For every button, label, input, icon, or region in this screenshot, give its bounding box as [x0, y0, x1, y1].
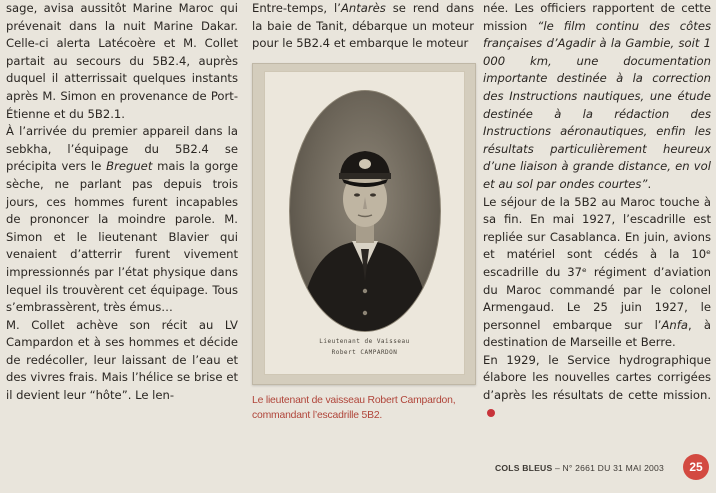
photo-card-rank: Lieutenant de Vaisseau — [319, 338, 410, 345]
photo-caption: Le lieutenant de vaisseau Robert Campardon, commandant l’escadrille 5B2. — [252, 395, 456, 421]
paragraph — [483, 194, 711, 352]
italic-quote: “le film continu des côtes françaises d’Agadir à la Gambie, soit 1 000 km, une documentation importante destinée à la correction des Instructions nautiques, une étude destinée à la rédaction des Instructions aéronautiques, enfin les résultats particulièrement heureux d’une liaison à grande distance, en vol et au sol par ondes courtes” — [483, 18, 711, 191]
photo-card-name: Robert CAMPARDON — [331, 349, 398, 356]
text-run: En 1929, le Service hydrographique élabore les nouvelles cartes corrigées d’après les résultats de cette mission. — [483, 352, 711, 403]
portrait-oval — [289, 90, 441, 332]
text-run: Le séjour de la 5B2 au Maroc touche à sa fin. En mai 1927, l’escadrille est repliée sur Casablanca. En juin, avions et matériel sont cédés à la 10ᵉ escadrille du 37ᵉ régiment d’aviation du Maroc commandé par le colonel Armengaud. Le 25 juin 1927, le personnel embarque sur l’ — [483, 194, 711, 332]
article-column-1 — [6, 0, 238, 405]
page-number-badge: 25 — [683, 454, 709, 480]
italic-ship-name: Anfa — [661, 317, 688, 332]
page-footer — [495, 463, 664, 473]
italic-ship-name: Antarès — [340, 1, 386, 15]
text-run: Entre-temps, l’ — [252, 1, 341, 15]
article-column-2 — [252, 0, 474, 53]
photo-card — [264, 71, 465, 375]
text-run: se rend dans la baie de Tanit, débarque un moteur pour le 5B2.4 et embarque le moteur — [252, 1, 474, 51]
paragraph — [252, 0, 474, 53]
officer-portrait-image — [290, 91, 440, 331]
article-column-3 — [483, 0, 711, 422]
text-run: mais la gorge sèche, ne parlant pas depuis trois jours, ces hommes furent incapables de prononcer la moindre parole. M. Simon et le lieutenant Blavier qui venaient d’atterrir furent vivement impressionnés par l’état physique dans lequel ils trouvèrent cet équipage. Tous s’embrassèrent, très émus… — [6, 159, 238, 315]
portrait-photo — [252, 63, 476, 385]
end-of-article-dot-icon — [487, 409, 495, 417]
paragraph: sage, avisa aussitôt Marine Maroc qui prévenait dans la nuit Marine Dakar. Celle-ci alerta Latécoère et M. Collet partait au secours du 5B2.4, auprès duquel il atterrissait quelques instants après M. Simon en provenance de Port-Étienne et du 5B2.1. — [6, 1, 238, 121]
issue-info: – N° 2661 DU 31 MAI 2003 — [552, 463, 664, 473]
paragraph: M. Collet achève son récit au LV Campardon et à ses hommes et décide de redécoller, leur laissant de l’eau et des vivres frais. Mais l’hélice se brise et il devient leur “hôte”. Le len- — [6, 317, 238, 403]
italic-aircraft-name: Breguet — [106, 159, 153, 174]
magazine-name: COLS BLEUS — [494, 463, 553, 473]
paragraph — [483, 0, 711, 194]
text-run: . — [647, 176, 652, 191]
text-run: À l’arrivée du premier appareil dans la sebkha, l’équipage du 5B2.4 se précipita vers le — [6, 124, 238, 174]
text-run: , à destination de Marseille et Berre. — [483, 317, 711, 350]
paragraph — [483, 352, 711, 422]
text-run: née. Les officiers rapportent de cette mission — [483, 1, 711, 33]
paragraph — [6, 123, 238, 317]
